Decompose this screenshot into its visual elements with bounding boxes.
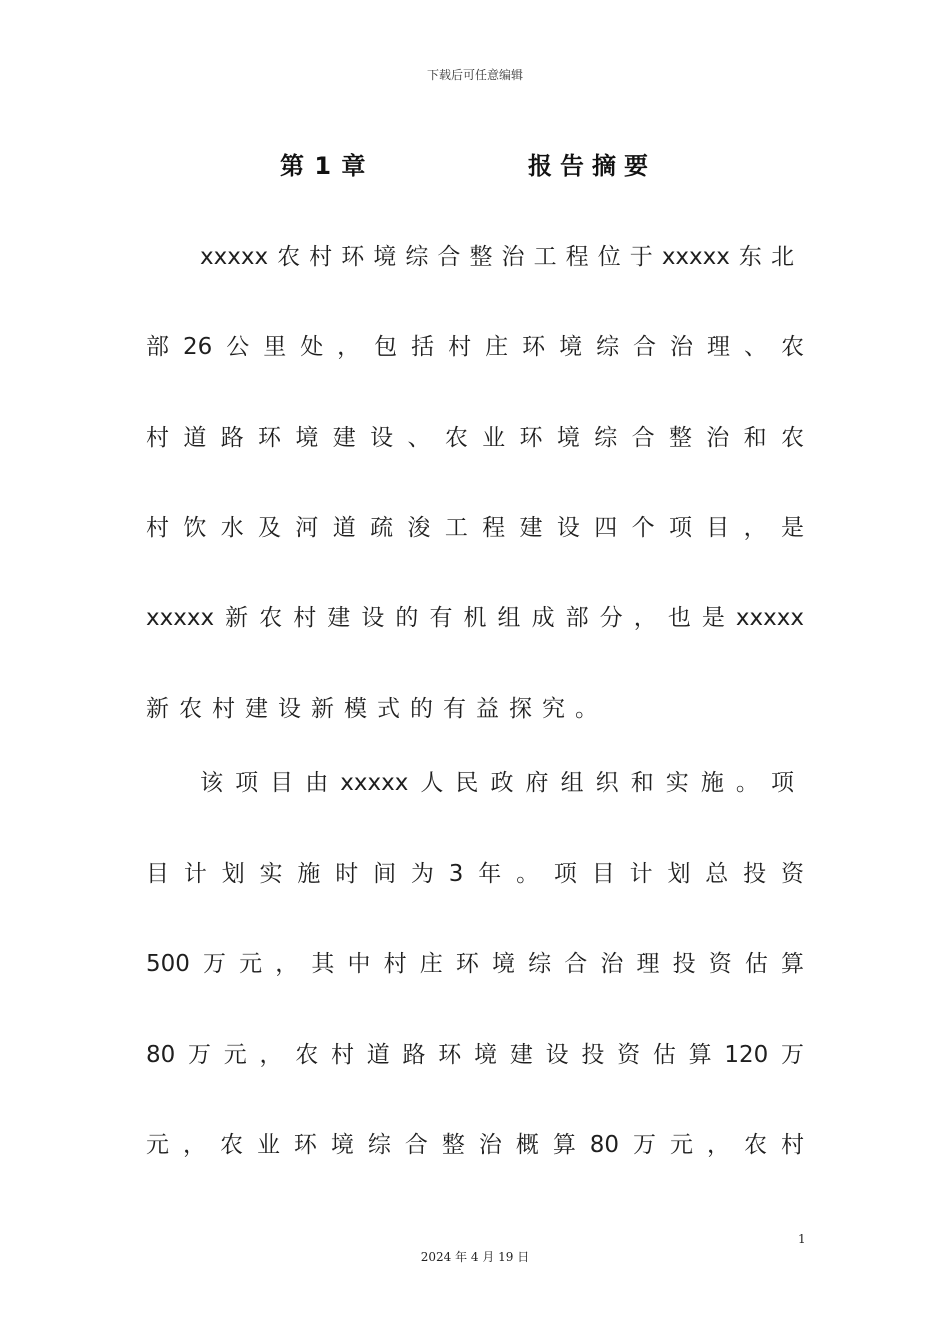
footer-date: 2024 年 4 月 19 日: [420, 1250, 530, 1264]
text-line: 村饮水及河道疏浚工程建设四个项目，是: [146, 515, 804, 541]
text-line: xxxxx新农村建设的有机组成部分，也是xxxxx: [146, 605, 804, 631]
text-line: 元，农业环境综合整治概算80万元，农村: [146, 1132, 804, 1158]
text-line: 目计划实施时间为3年。项目计划总投资: [146, 861, 804, 887]
page-number: 1: [798, 1232, 806, 1246]
text-line: 新农村建设新模式的有益探究。: [146, 696, 608, 722]
text-line: 500万元，其中村庄环境综合治理投资估算: [146, 951, 804, 977]
text-line: 80万元，农村道路环境建设投资估算120万: [146, 1042, 804, 1068]
text-line: 该项目由xxxxx人民政府组织和实施。项: [200, 770, 794, 796]
header-note: 下载后可任意编辑: [426, 68, 523, 82]
text-line: xxxxx农村环境综合整治工程位于xxxxx东北: [200, 244, 794, 270]
text-line: 村道路环境建设、农业环境综合整治和农: [146, 425, 804, 451]
chapter-heading: [0, 146, 950, 182]
chapter-number: 第 1 章: [280, 152, 367, 180]
text-line: 部26公里处，包括村庄环境综合治理、农: [146, 334, 804, 360]
chapter-title: 报告摘要: [528, 152, 656, 180]
